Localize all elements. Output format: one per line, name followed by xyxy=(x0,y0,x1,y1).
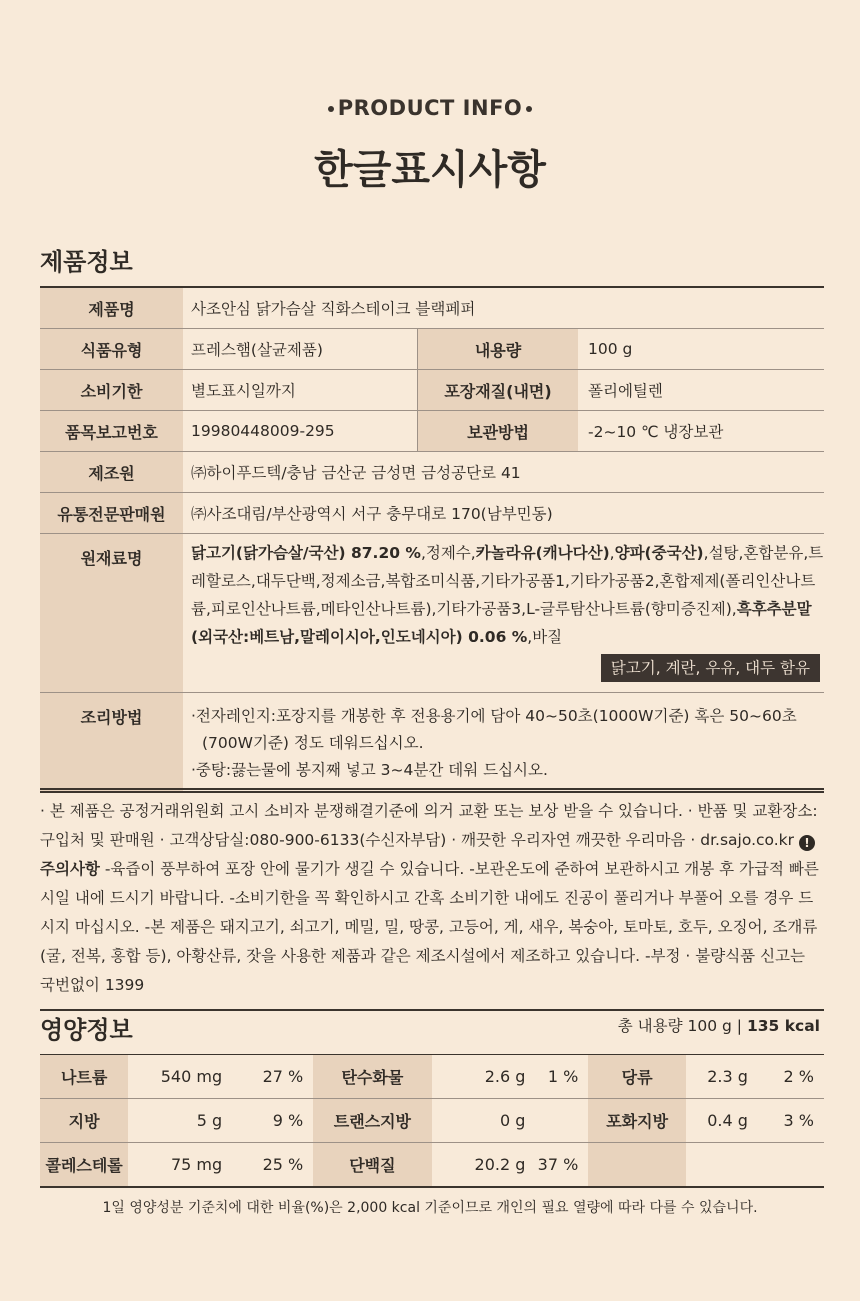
value-ingredients xyxy=(183,534,824,692)
allergen-badge: 닭고기, 계란, 우유, 대두 함유 xyxy=(601,654,820,682)
value-storage: -2~10 ℃ 냉장보관 xyxy=(588,423,724,441)
nutrition-total xyxy=(618,1014,820,1036)
nutrient-percent: 25 % xyxy=(262,1155,304,1174)
nutrient-percent: 27 % xyxy=(262,1067,304,1086)
nutrient-value: 20.2 g xyxy=(474,1155,526,1174)
row-ingredients xyxy=(40,534,824,693)
product-info-badge xyxy=(0,96,860,120)
ingredient-text-4: ,바질 xyxy=(527,628,563,646)
label-packaging: 포장재질(내면) xyxy=(418,370,578,410)
label-distributor: 유통전문판매원 xyxy=(40,493,183,533)
value-manufacturer: ㈜하이푸드텍/충남 금산군 금성면 금성공단로 41 xyxy=(191,464,521,482)
nutrient-percent: 3 % xyxy=(783,1111,814,1130)
allergen-box xyxy=(191,654,820,682)
cooking-line-1: ·전자레인지:포장지를 개봉한 후 전용용기에 담아 40~50초(1000W기준) 혹은 50~60초 xyxy=(191,707,797,725)
value-product-name: 사조안심 닭가슴살 직화스테이크 블랙페퍼 xyxy=(191,300,476,318)
value-packaging: 폴리에틸렌 xyxy=(588,382,663,400)
row-food-type xyxy=(40,329,824,370)
label-manufacturer: 제조원 xyxy=(40,452,183,492)
row-manufacturer xyxy=(40,452,824,493)
nutrient-value: 0.4 g xyxy=(707,1111,748,1130)
ingredient-text-3: ,설탕,혼합분유,트레할로스,대두단백,정제소금,복합조미식품,기타가공품1,기타가공품2,혼합제제(폴리인산나트륨,피로인산나트륨,메타인산나트륨),기타가공품3,L-글루탐산나트륨(향미증진제), xyxy=(191,544,824,618)
nutrition-section-title: 영양정보 xyxy=(40,1016,133,1044)
notice-text-1: · 본 제품은 공정거래위원회 고시 소비자 분쟁해결기준에 의거 교환 또는 보상 받을 수 있습니다. · 반품 및 교환장소:구입처 및 판매원 · 고객상담실:080-900-6133(수신자부담) · 깨끗한 우리자연 깨끗한 우리마음 · dr.sajo.co.kr xyxy=(40,802,818,849)
ingredient-onion: 양파(중국산) xyxy=(614,544,704,562)
nutrient-label: 콜레스테롤 xyxy=(40,1143,128,1186)
nutrient-percent: 1 % xyxy=(547,1067,579,1086)
notice-text-2: -육즙이 풍부하여 포장 안에 물기가 생길 수 있습니다. -보관온도에 준하여 보관하시고 개봉 후 가급적 빠른 시일 내에 드시기 바랍니다. -소비기한을 꼭 확인하시고 간혹 소비기한 내에도 진공이 풀리거나 부풀어 오를 경우 드시지 마십시오. -본 제품은 돼지고기, 쇠고기, 메밀, 밀, 땅콩, 고등어, 게, 새우, 복숭아, 토마토, 호두, 오징어, 조개류(굴, 전복, 홍합 등), 아황산류, 잣을 사용한 제품과 같은 제조시설에서 제조하고 있습니다. -부정 · 불량식품 신고는 국번없이 1399 xyxy=(40,860,819,994)
row-report-number xyxy=(40,411,824,452)
value-report-number: 19980448009-295 xyxy=(183,411,418,451)
nutrient-label: 탄수화물 xyxy=(313,1055,431,1098)
nutrient-percent: 9 % xyxy=(272,1111,304,1130)
nutrient-label: 트랜스지방 xyxy=(313,1099,431,1142)
label-storage: 보관방법 xyxy=(418,411,578,451)
nutrition-table xyxy=(40,1054,824,1188)
nutrient-percent-empty xyxy=(754,1143,824,1186)
value-food-type: 프레스햄(살균제품) xyxy=(183,329,418,369)
cooking-line-2: (700W기준) 정도 데워드십시오. xyxy=(202,734,424,752)
label-report-number: 품목보고번호 xyxy=(40,411,183,451)
nutrition-row-1 xyxy=(40,1055,824,1099)
warning-icon: ! xyxy=(799,835,815,851)
nutrient-percent: 2 % xyxy=(783,1067,814,1086)
dot-right-icon xyxy=(526,106,532,112)
dot-left-icon xyxy=(328,106,334,112)
value-expiry: 별도표시일까지 xyxy=(183,370,418,410)
nutrient-value: 75 mg xyxy=(170,1155,223,1174)
nutrient-value: 540 mg xyxy=(160,1067,223,1086)
row-expiry xyxy=(40,370,824,411)
label-volume: 내용량 xyxy=(418,329,578,369)
ingredient-text-1: ,정제수, xyxy=(420,544,476,562)
nutrient-value: 2.3 g xyxy=(707,1067,748,1086)
nutrient-label: 포화지방 xyxy=(588,1099,686,1142)
nutrient-label-empty xyxy=(588,1143,686,1186)
nutrient-label: 당류 xyxy=(588,1055,686,1098)
nutrient-percent: 37 % xyxy=(537,1155,579,1174)
nutrition-total-kcal: 135 kcal xyxy=(746,1017,820,1035)
label-food-type: 식품유형 xyxy=(40,329,183,369)
caution-title: 주의사항 xyxy=(40,860,100,878)
product-section-title: 제품정보 xyxy=(40,248,133,276)
nutrition-footnote: 1일 영양성분 기준치에 대한 비율(%)은 2,000 kcal 기준이므로 개인의 필요 열량에 따라 다를 수 있습니다. xyxy=(102,1200,758,1216)
nutrient-value: 2.6 g xyxy=(484,1067,526,1086)
product-info-table xyxy=(40,286,824,793)
ingredient-text-2: , xyxy=(609,544,615,562)
nutrition-total-prefix: 총 내용량 100 g | xyxy=(617,1017,747,1035)
notice-block xyxy=(40,788,824,1011)
ingredient-canola: 카놀라유(캐나다산) xyxy=(475,544,610,562)
nutrient-value-empty xyxy=(686,1143,754,1186)
value-cooking xyxy=(183,693,824,791)
nutrient-percent xyxy=(531,1099,588,1142)
nutrition-row-3 xyxy=(40,1143,824,1186)
value-volume: 100 g xyxy=(588,340,633,358)
label-product-name: 제품명 xyxy=(40,288,183,328)
cooking-line-3: ·중탕:끓는물에 봉지째 넣고 3~4분간 데워 드십시오. xyxy=(191,761,548,779)
row-product-name xyxy=(40,288,824,329)
ingredient-chicken: 닭고기(닭가슴살/국산) 87.20 % xyxy=(191,544,421,562)
nutrient-label: 단백질 xyxy=(313,1143,431,1186)
badge-text: PRODUCT INFO xyxy=(337,96,523,120)
nutrition-row-2 xyxy=(40,1099,824,1143)
row-cooking xyxy=(40,693,824,793)
ingredients-text xyxy=(191,539,824,651)
ingredient-pepper: 흑후추분말(외국산:베트남,말레이시아,인도네시아) 0.06 % xyxy=(191,600,812,646)
page-title: 한글표시사항 xyxy=(314,147,546,193)
label-expiry: 소비기한 xyxy=(40,370,183,410)
nutrient-value: 5 g xyxy=(196,1111,223,1130)
label-cooking: 조리방법 xyxy=(40,693,183,791)
nutrient-label: 나트륨 xyxy=(40,1055,128,1098)
label-ingredients: 원재료명 xyxy=(40,534,183,692)
nutrient-value: 0 g xyxy=(499,1111,526,1130)
nutrient-label: 지방 xyxy=(40,1099,128,1142)
row-distributor xyxy=(40,493,824,534)
value-distributor: ㈜사조대림/부산광역시 서구 충무대로 170(남부민동) xyxy=(191,505,553,523)
